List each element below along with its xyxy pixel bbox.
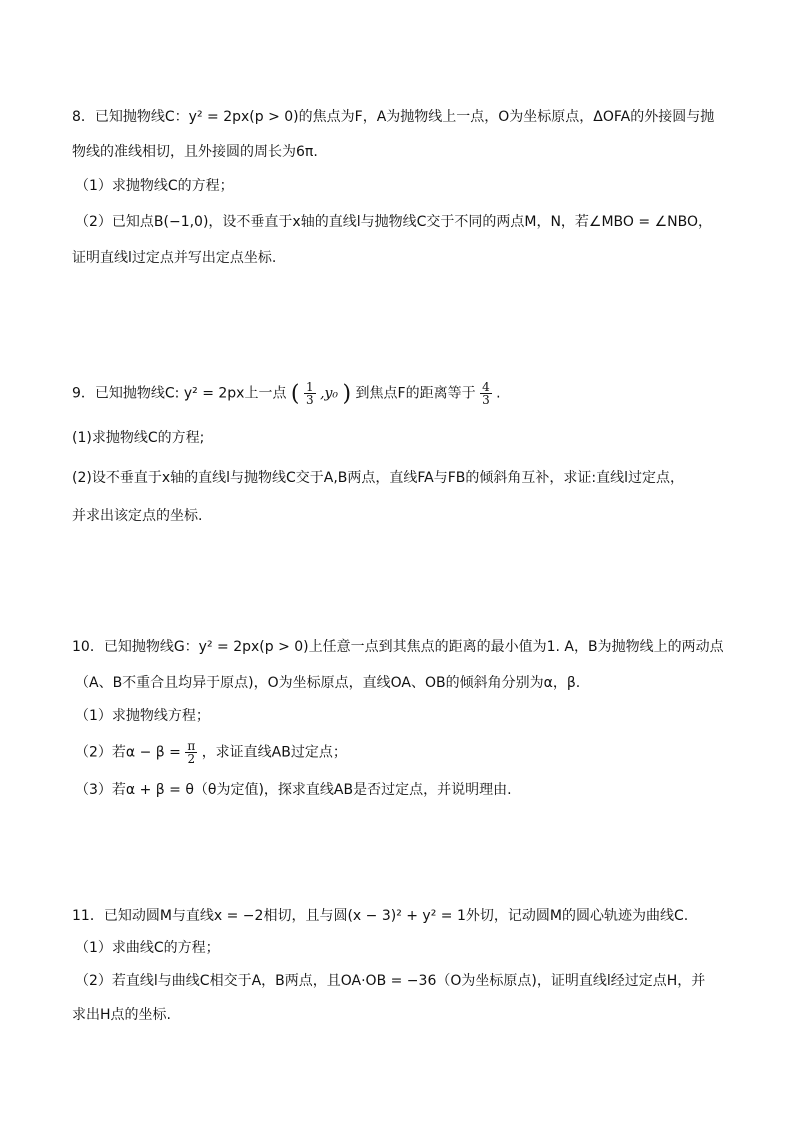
fraction-four-thirds	[480, 381, 492, 406]
problem-9-line-4: 并求出该定点的坐标.	[72, 508, 203, 524]
part-2-suffix: ，求证直线AB过定点；	[201, 744, 347, 761]
fraction-one-third	[304, 381, 316, 406]
problem-8-part-1: （1）求抛物线C的方程；	[75, 178, 234, 194]
point-y-coordinate: ,y₀	[320, 385, 339, 402]
part-2-prefix: （2）若α − β =	[75, 744, 181, 761]
problem-8-line-2: 物线的准线相切，且外接圆的周长为6π.	[72, 144, 318, 160]
problem-9-prefix: 9．已知抛物线C: y² = 2px上一点	[72, 385, 287, 402]
problem-9-mid: 到焦点F的距离等于	[355, 385, 476, 402]
fraction-numerator: 1	[305, 380, 314, 394]
problem-11-line-4: 求出H点的坐标.	[72, 1007, 171, 1023]
problem-11-line-1: 11．已知动圆M与直线x = −2相切，且与圆(x − 3)² + y² = 1外切，记动圆M的圆心轨迹为曲线C.	[72, 908, 689, 924]
problem-8-line-5: 证明直线l过定点并写出定点坐标.	[72, 250, 277, 266]
point-right-paren: )	[342, 381, 352, 407]
fraction-denominator: 3	[482, 393, 490, 407]
problem-10-line-2: （A、B不重合且均异于原点)，O为坐标原点，直线OA、OB的倾斜角分别为α，β.	[75, 675, 581, 691]
fraction-pi-over-2	[185, 740, 197, 765]
problem-9-part-1: (1)求抛物线C的方程;	[72, 430, 205, 446]
problem-10-part-2	[75, 740, 725, 765]
fraction-denominator: 3	[305, 393, 314, 407]
problem-8-part-2: （2）已知点B(−1,0)，设不垂直于x轴的直线l与抛物线C交于不同的两点M，N，若∠MBO = ∠NBO，	[75, 214, 712, 230]
problem-10-part-3: （3）若α + β = θ（θ为定值)，探求直线AB是否过定点，并说明理由.	[75, 782, 512, 798]
problem-8-line-1: 8．已知抛物线C：y² = 2px(p > 0)的焦点为F，A为抛物线上一点，O为坐标原点，ΔOFA的外接圆与抛	[72, 109, 715, 125]
fraction-denominator: 2	[187, 752, 196, 766]
point-left-paren: (	[290, 381, 300, 407]
problem-11-part-2: （2）若直线l与曲线C相交于A，B两点，且OA·OB = −36（O为坐标原点)，证明直线l经过定点H，并	[75, 973, 706, 989]
problem-10-part-1: （1）求抛物线方程；	[75, 708, 210, 724]
problem-9-end: .	[496, 385, 501, 402]
problem-10-line-1: 10．已知抛物线G：y² = 2px(p > 0)上任意一点到其焦点的距离的最小值为1. A，B为抛物线上的两动点	[72, 639, 724, 655]
problem-11-part-1: （1）求曲线C的方程；	[75, 940, 220, 956]
fraction-numerator: 4	[482, 380, 490, 394]
problem-9-part-2: (2)设不垂直于x轴的直线l与抛物线C交于A,B两点，直线FA与FB的倾斜角互补，求证:直线l过定点，	[72, 470, 685, 486]
fraction-numerator: π	[187, 739, 196, 753]
problem-9-line-1	[72, 381, 722, 406]
